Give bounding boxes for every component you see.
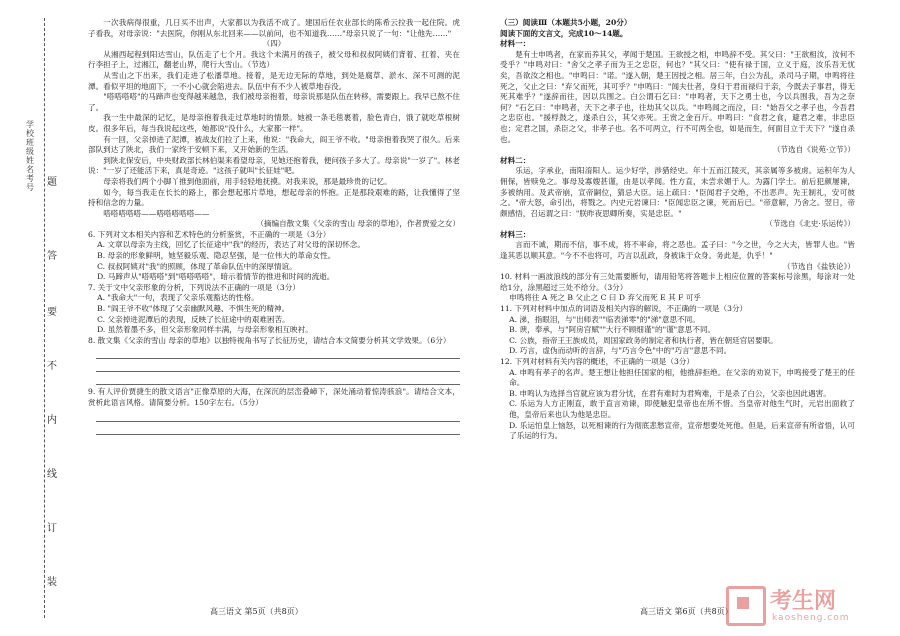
paragraph: 母亲将我们两个小脚丫推到他面前，用手轻轻地抚摸。对我来说，那是最珍贵的记忆。 [103,176,392,186]
binding-side-text: 学校班级姓名考号 [26,120,34,192]
paragraph: 从雪山之下出来，我们走进了松潘草地。接着，是无边无际的草地，到处是腐草、淤水、深不可测的泥潭。看似平坦的地面下，一不小心就会陷进去。队伍中有不少人被草地吞没。 [88,70,460,91]
paragraph: 我一生中最深的记忆，是母亲抱着我走过草地时的情景。她被一条毛毯裹着，脸色青白，饿了就吃草根树皮。很多年后，每当我说起这些，她都说"没什么，大家都一样"。 [88,113,460,133]
binding-char: 不 [47,361,57,372]
option: C. 公族，指帝王王族成员，周国家政务的制定者和执行者，皆在朝廷官居要职。 [509,335,778,345]
binding-line [44,18,45,618]
option: B. 谀，奉承，与"阿房宫赋""大行不顾细谨"的"谨"意思不同。 [509,325,716,335]
option: D. 巧言，虚伪而动听的言辞，与"巧言令色"中的"巧言"意思不同。 [509,346,732,356]
paragraph: 从湘西起程到阳达雪山，队伍走了七个月。我这个未满月的孩子，被父母和叔叔阿姨们背着、扛着、夹在行李担子上，过湘江，翻老山界，爬行大雪山。（节选） [88,49,460,70]
option: D. 乐运怕皇上恼怒，以死相谏的行为彻底悲愁宣帝，宣帝想要处死他。但是，后来宣帝有所省悟，认可了乐运的行为。 [509,420,855,441]
binding-char: 线 [47,469,57,480]
binding-char: 答 [47,251,57,262]
page-footer-left: 高三语文 第5页（共8页） [210,607,303,616]
section-mark: （四） [262,39,286,49]
paragraph: "嗒嗒嗒嗒"的马蹄声也变得越来越急，我们被母亲抱着，母亲说那是队伍在转移，需要跟上。我早已熬不住了。 [88,92,460,112]
source-note: （节选自《北史·乐运传》） [765,219,855,229]
answer-lines[interactable] [96,411,460,435]
source-note: （摘编自散文集《父亲的雪山 母亲的草地》，作者贾爱之女） [256,219,460,229]
source-note: （节选自《说苑·立节》） [772,145,855,155]
source-note: （节选自《盐铁论》） [782,261,855,271]
option: C. 父亲掉进泥潭后的表现，反映了长征途中的艰难困苦。 [97,314,290,324]
question-6: 6. 下列对文本相关内容和艺术特色的分析鉴赏，不正确的一项是（3分） [88,229,331,239]
right-page [500,18,855,442]
option: D. 虽然着墨不多，但父亲形象同样丰满，与母亲形象相互映衬。 [97,325,313,335]
paragraph: 嗒嗒嗒嗒嗒——嗒嗒嗒嗒嗒—— [103,208,210,218]
question-8: 8. 散文集《父亲的雪山 母亲的草地》以独特视角书写了长征历史，请结合本文简要分析其文学效果。（6分） [88,335,451,345]
option: A. "我命大"一句，表现了父亲乐观豁达的性格。 [97,293,259,303]
material-label: 材料二： [500,155,531,165]
paragraph: 有一回，父亲掉进了泥潭，被战友们拉了上来，他说："我命大，阎王爷不收。"母亲抱着我哭了很久。后来部队到达了陕北，我们一家终于安顿下来，又开始新的生活。 [88,134,460,155]
question-9: 9. 有人评价贾捷生的散文语言"正像草原的大海，在深沉的层峦叠嶂下，深处涌动着惊涛骇浪"。请结合文本，赏析此语言风格。请简要分析。150字左右。（5分） [88,387,460,407]
binding-char: 装 [47,577,57,588]
question-11: 11. 下列对材料中加点的词语及相关内容的解说，不正确的一项是（3分） [500,304,748,314]
sentence-break-line: 申鸣将往 A 死之 B 父止之 C 曰 D 弃父而死 E 其 F 可乎 [509,293,701,303]
logo-icon [726,586,766,626]
material-label: 材料三： [500,229,531,239]
material-label: 材料一： [500,39,531,49]
question-7: 7. 关于文中父亲形象的分析，下列说法不正确的一项是（3分） [88,282,300,292]
paragraph: 一次我病得很重，几日买不出声，大家都以为我活不成了。建国后任农业部长的陈希云拉我一起住院。虎子看我，对母亲说："去医院，你刚从东北回来——以前问，也不知道我……"母亲只说了一句："让他先……" [88,18,460,38]
section-heading: （三）阅读Ⅲ（本题共5小题，20分） [500,18,632,27]
material-text: 楚有士申鸣者，在家而养其父，孝闻于楚国。王欲授之相，申鸣辞不受。其父曰："王欲相汝，汝何不受乎？"申鸣对曰："舍父之孝子而为王之忠臣，何也？"其父曰："使有禄于国，立义于庭，汝乐吾无忧矣，吾欲汝之相也。"申鸣曰："诺。"遂入朝，楚王因授之相。居三年，白公为乱，杀司马子期，申鸣将往死之，父止之曰："弃父而死，其可乎？"申鸣曰："闻夫仕者，身归于君而禄归于亲，今既去子事君，得无死其难乎？"遂辞而往，因以兵围之。白公谓石乞曰："申鸣者，天下之勇士也，今以兵围我，吾为之奈何？"石乞曰："申鸣者，天下之孝子也，往劫其父以兵。"申鸣闻之而泣，曰："始吾父之孝子也，今吾君之忠臣也。"援桴鼓之，遂杀白公，其父亦死。王赏之金百斤。申鸣曰："食君之食，避君之难，非忠臣也；定君之国，杀臣之父，非孝子也。名不可两立，行不可两全也，如是而生，何面目立于天下？"遂自杀也。 [500,49,855,144]
question-10: 10. 材料一画波浪线的部分有三处需要断句，请用铅笔将答题卡上相应位置的答案标号涂黑，每涂对一处给1分，涂黑超过三处不给分。（3分） [500,272,855,292]
option: C. 叔叔阿姨对"我"的照顾，体现了革命队伍中的深厚情谊。 [97,261,297,271]
option: B. "阎王爷不收"体现了父亲幽默风趣、不惧生死的精神。 [97,304,290,314]
option: B. 母亲的形象鲜明，她坚毅乐观、隐忍坚强，是一位伟大的革命女性。 [97,251,336,261]
answer-lines[interactable] [96,348,460,385]
binding-char: 订 [47,523,57,534]
material-text: 乐运，字承业，南阳淯阳人。运少好学，涉猎经史。年十五而江陵灭，其亲属等多被虏。运积年为人佣保，皆赎免之。事母及寡嫂甚谨，由是以孝闻。性方直，未尝求媚于人。为露门学士。前后犯颜屡谏，多被纳用。及武帝崩，宣帝嗣位，猜忌大臣。运上疏曰："臣闻君子交绝，不出恶声。先王制礼，安可彼之。"帝大怒，命引出，将戮之。内史元岩谏曰："臣闻忠臣之谏，死而后已。"帝意解，乃舍之。翌日，帝颇感悟，召运谓之曰："朕昨夜思卿所奏，实是忠臣。" [500,166,855,218]
instructions: 阅读下面的文言文，完成10～14题。 [500,28,628,38]
binding-margin [0,0,62,636]
option: A. 涕，指眼泪，与"出师表""临表涕零"的"涕"意思不同。 [509,314,700,324]
option: D. 马蹄声从"嗒嗒嗒"到"嗒嗒嗒嗒"，暗示着情节的推进和时间的流逝。 [97,272,335,282]
option: B. 申鸣认为选择当官就应该为君分忧，在君有难时为君殉难，于是杀了白公，父亲也因此遇害。 [509,388,831,398]
binding-char: 题 [47,177,57,188]
material-text: 言而不诚，期而不信，事不成，将不率命，将之恶也。孟子曰："今之世，今之大夫，皆罪人也。"皆逢其恶以顺其意。"今不不也将可，巧言以乱政，身被诛于众身。务此是，仇乎！" [500,240,855,261]
watermark-title: 考生网 [770,589,837,614]
binding-char: 内 [47,415,57,426]
page-footer-right: 高三语文 第6页（共8页） [640,607,733,616]
question-12: 12. 下列对材料有关内容的概述，不正确的一项是（3分） [500,357,694,366]
option: A. 申鸣有孝子的名声。楚王想让他担任国家的相，他推辞拒绝。在父亲的劝说下，申鸣接受了楚王的任命。 [509,367,855,388]
binding-char: 要 [47,307,57,318]
left-page [88,18,460,437]
watermark-logo [726,584,886,628]
paragraph: 如今，每当我走在长长的路上，都会想起那片草地，想起母亲的怀抱。正是那段艰难的路，让我懂得了坚持和信念的力量。 [88,187,460,208]
paragraph: 到陕北保安后，中央财政部长林伯渠来看望母亲，见她还抱着我，便问孩子多大了。母亲说"一岁了"。林老说："一岁了还能活下来，真是奇迹。"这孩子就叫"长征娃"吧。 [88,155,460,176]
watermark-url: kaosheng.com [772,613,850,623]
option: A. 文章以母亲为主线，回忆了长征途中"我"的经历，表达了对父母的深切怀念。 [97,240,365,250]
option: C. 乐运为人方正刚直，敢于直言劝谏，即使触犯皇帝也在所不惜。当皇帝对他生气时，元岩出面救了他，皇帝后来也认为他是忠臣。 [509,399,855,419]
